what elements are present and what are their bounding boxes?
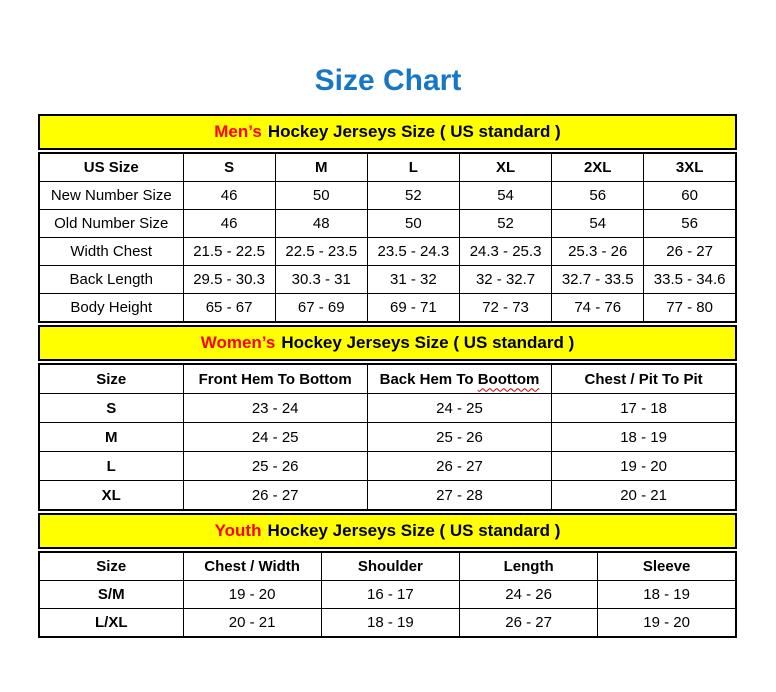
size-value: 72 - 73 [459,294,551,323]
column-header: Chest / Pit To Pit [552,364,736,394]
size-value: 26 - 27 [644,238,736,266]
column-header: Length [460,552,598,581]
band-rest-text: Hockey Jerseys Size ( US standard ) [267,521,561,540]
header-row [39,364,736,394]
table-row [39,481,736,511]
band-rest-text: Hockey Jerseys Size ( US standard ) [281,333,575,352]
table-row [39,266,736,294]
column-header: Size [39,552,183,581]
page-title: Size Chart [314,64,462,97]
size-value: 23.5 - 24.3 [367,238,459,266]
size-value: 23 - 24 [183,394,367,423]
size-value: 31 - 32 [367,266,459,294]
table-row [39,210,736,238]
size-value: 50 [275,182,367,210]
row-label: XL [39,481,183,511]
row-label: L/XL [39,609,183,638]
size-value: 56 [644,210,736,238]
table-row [39,394,736,423]
size-value: 19 - 20 [183,581,321,609]
table-row [39,423,736,452]
table-row [39,581,736,609]
size-value: 32 - 32.7 [459,266,551,294]
size-value: 17 - 18 [552,394,736,423]
misspelled-word: Boottom [477,370,540,388]
size-value: 46 [183,182,275,210]
size-value: 19 - 20 [598,609,736,638]
size-value: 54 [459,182,551,210]
size-value: 26 - 27 [460,609,598,638]
column-header: Size [39,364,183,394]
band-accent-text: Women’s [200,333,276,352]
size-value: 25.3 - 26 [552,238,644,266]
header-row [39,552,736,581]
size-value: 24.3 - 25.3 [459,238,551,266]
column-header: L [367,153,459,182]
header-row [39,153,736,182]
size-value: 52 [367,182,459,210]
size-value: 19 - 20 [552,452,736,481]
size-value: 22.5 - 23.5 [275,238,367,266]
row-label: Body Height [39,294,183,323]
row-label: Width Chest [39,238,183,266]
row-label: New Number Size [39,182,183,210]
size-value: 46 [183,210,275,238]
column-header: M [275,153,367,182]
size-value: 24 - 26 [460,581,598,609]
row-label: L [39,452,183,481]
row-label: M [39,423,183,452]
section-band-youth [38,513,737,549]
row-label: Old Number Size [39,210,183,238]
size-table-mens [38,152,737,323]
size-value: 20 - 21 [183,609,321,638]
band-accent-text: Men’s [214,122,262,141]
column-header: XL [459,153,551,182]
size-tables [38,114,737,638]
size-value: 56 [552,182,644,210]
size-value: 21.5 - 22.5 [183,238,275,266]
row-label: S/M [39,581,183,609]
column-header: Chest / Width [183,552,321,581]
size-value: 18 - 19 [552,423,736,452]
size-value: 52 [459,210,551,238]
table-row [39,452,736,481]
size-value: 65 - 67 [183,294,275,323]
size-table-womens [38,363,737,511]
row-label: Back Length [39,266,183,294]
size-value: 25 - 26 [367,423,551,452]
column-header: S [183,153,275,182]
size-value: 24 - 25 [183,423,367,452]
size-value: 24 - 25 [367,394,551,423]
column-header: Shoulder [321,552,459,581]
section-band-mens [38,114,737,150]
size-value: 25 - 26 [183,452,367,481]
section-band-womens [38,325,737,361]
size-value: 48 [275,210,367,238]
size-value: 18 - 19 [321,609,459,638]
size-value: 26 - 27 [367,452,551,481]
size-table-youth [38,551,737,638]
size-value: 60 [644,182,736,210]
column-header: 2XL [552,153,644,182]
size-value: 30.3 - 31 [275,266,367,294]
table-row [39,294,736,323]
size-value: 26 - 27 [183,481,367,511]
column-header: Back Hem To Boottom [367,364,551,394]
column-header: Front Hem To Bottom [183,364,367,394]
size-value: 29.5 - 30.3 [183,266,275,294]
table-row [39,238,736,266]
size-value: 33.5 - 34.6 [644,266,736,294]
size-value: 77 - 80 [644,294,736,323]
band-accent-text: Youth [214,521,262,540]
size-value: 54 [552,210,644,238]
band-rest-text: Hockey Jerseys Size ( US standard ) [267,122,561,141]
table-row [39,182,736,210]
size-value: 32.7 - 33.5 [552,266,644,294]
row-label: S [39,394,183,423]
size-value: 69 - 71 [367,294,459,323]
table-row [39,609,736,638]
size-value: 20 - 21 [552,481,736,511]
size-value: 18 - 19 [598,581,736,609]
column-header: Sleeve [598,552,736,581]
size-value: 16 - 17 [321,581,459,609]
column-header: US Size [39,153,183,182]
size-value: 27 - 28 [367,481,551,511]
size-value: 74 - 76 [552,294,644,323]
size-value: 67 - 69 [275,294,367,323]
column-header: 3XL [644,153,736,182]
size-value: 50 [367,210,459,238]
